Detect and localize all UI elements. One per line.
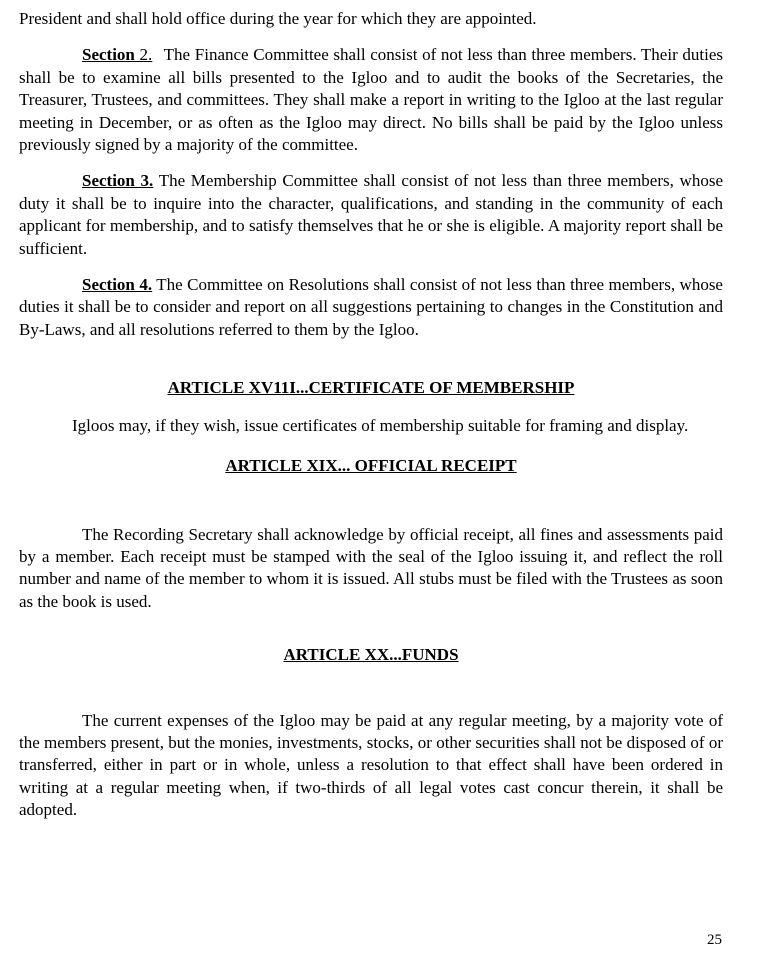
article-20-heading bbox=[19, 644, 723, 666]
article-18-heading bbox=[19, 377, 723, 399]
article-20-body-text: The current expenses of the Igloo may be paid at any regular meeting, by a majority vote of the members present, but the monies, investments, stocks, or other securities shall not be disposed of or transferred, either in part or in whole, unless a resolution to that effect shall have been ordered in writing at a regular meeting when, if two-thirds of all legal votes cast concur therein, it shall be adopted. bbox=[19, 710, 723, 820]
article-18-body-text: Igloos may, if they wish, issue certificates of membership suitable for framing and display. bbox=[72, 415, 689, 435]
article-18-heading-text: ARTICLE XV11I...CERTIFICATE OF MEMBERSHIP bbox=[167, 378, 575, 398]
article-20-heading-text: ARTICLE XX...FUNDS bbox=[283, 645, 459, 665]
section-2-paragraph bbox=[19, 44, 723, 156]
section-2-label-number: 2. bbox=[134, 45, 153, 65]
article-20-body bbox=[19, 710, 723, 822]
section-4-label-strong: Section 4. bbox=[82, 275, 153, 295]
continuation-text: President and shall hold office during the year for which they are appointed. bbox=[19, 9, 537, 28]
continuation-paragraph bbox=[19, 8, 723, 30]
section-3-paragraph bbox=[19, 170, 723, 260]
section-2-label-strong: Section bbox=[82, 45, 135, 65]
section-2-text: The Finance Committee shall consist of not less than three members. Their duties shall be to examine all bills presented to the Igloo and to audit the books of the Secretaries, the Treasurer, Trustees, and committees. They shall make a report in writing to the Igloo at the last regular meeting in December, or as often as the Igloo may direct. No bills shall be paid by the Igloo unless previously signed by a majority of the committee. bbox=[19, 45, 723, 155]
article-19-body bbox=[19, 524, 723, 614]
article-19-heading bbox=[19, 455, 723, 477]
section-3-text: The Membership Committee shall consist of not less than three members, whose duty it shall be to inquire into the character, qualifications, and standing in the community of each applicant for membership, and to satisfy themselves that he or she is eligible. A majority report shall be sufficient. bbox=[19, 171, 723, 258]
section-3-label-strong: Section 3. bbox=[82, 171, 154, 191]
document-content bbox=[19, 8, 723, 822]
article-19-heading-text: ARTICLE XIX... OFFICIAL RECEIPT bbox=[225, 456, 517, 476]
section-4-paragraph bbox=[19, 274, 723, 341]
article-19-body-text: The Recording Secretary shall acknowledge by official receipt, all fines and assessments paid by a member. Each receipt must be stamped with the seal of the Igloo issuing it, and reflect the roll number and name of the member to whom it is issued. All stubs must be filed with the Trustees as soon as the book is used. bbox=[19, 524, 723, 611]
section-4-text: The Committee on Resolutions shall consist of not less than three members, whose duties it shall be to consider and report on all suggestions pertaining to changes in the Constitution and By-Laws, and all resolutions referred to them by the Igloo. bbox=[19, 275, 723, 339]
page-number: 25 bbox=[707, 932, 722, 948]
section-3-label bbox=[82, 171, 153, 190]
section-4-label bbox=[82, 275, 152, 294]
section-2-label bbox=[82, 45, 152, 64]
article-18-body bbox=[19, 415, 723, 437]
